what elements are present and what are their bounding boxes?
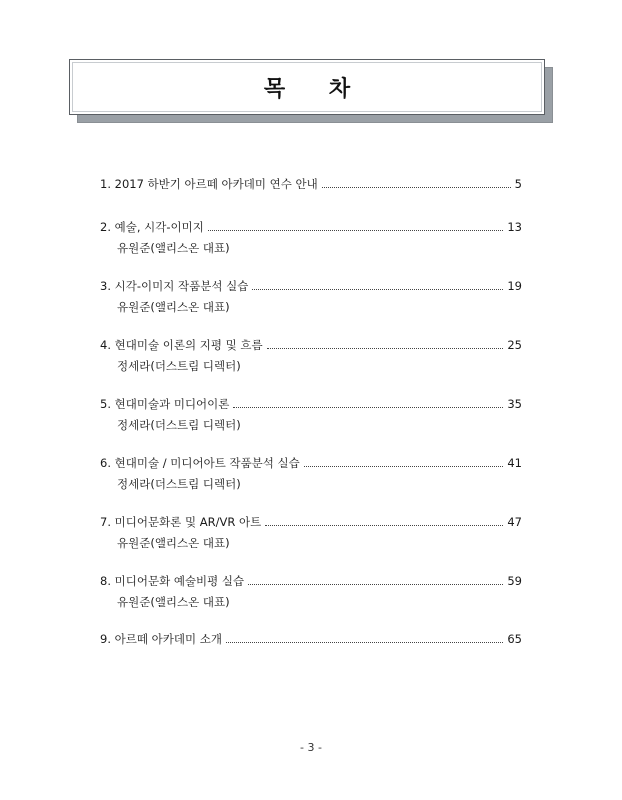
dot-leader: [265, 524, 503, 526]
toc-entry-line: [100, 396, 522, 412]
toc-entry-number: 3.: [100, 279, 111, 293]
toc-entry-title: 현대미술 / 미디어아트 작품분석 실습: [114, 456, 300, 470]
toc-entry-page: 59: [507, 574, 522, 588]
toc-entry-author: 정세라(더스트림 디렉터): [117, 477, 241, 491]
toc-entry-page: 47: [507, 515, 522, 529]
toc-entry-page: 35: [507, 397, 522, 411]
toc-entry-author: 유원준(앨리스온 대표): [117, 300, 230, 314]
toc-entry-author: 정세라(더스트림 디렉터): [117, 359, 241, 373]
toc-entry-number: 7.: [100, 515, 111, 529]
toc-entry-title: 아르떼 아카데미 소개: [114, 632, 222, 646]
page-number-footer: - 3 -: [300, 741, 322, 754]
toc-entry[interactable]: [100, 455, 522, 492]
toc-entry-title: 현대미술과 미디어이론: [114, 397, 230, 411]
toc-entry-title: 예술, 시각-이미지: [114, 220, 204, 234]
dot-leader: [322, 186, 511, 188]
toc-entry-title: 시각-이미지 작품분석 실습: [114, 279, 249, 293]
toc-entry[interactable]: [100, 514, 522, 551]
title-box-frame: [69, 59, 545, 115]
dot-leader: [233, 406, 503, 408]
dot-leader: [248, 583, 503, 585]
toc-entry[interactable]: [100, 631, 522, 647]
dot-leader: [267, 347, 504, 349]
toc-entry-title: 2017 하반기 아르떼 아카데미 연수 안내: [114, 177, 318, 191]
dot-leader: [304, 465, 504, 467]
toc-entry-line: [100, 219, 522, 235]
toc-entry-page: 5: [514, 177, 522, 191]
toc-entry-number: 6.: [100, 456, 111, 470]
toc-entry-title: 미디어문화론 및 AR/VR 아트: [114, 515, 262, 529]
toc-entry-line: [100, 573, 522, 589]
toc-entry-author: 정세라(더스트림 디렉터): [117, 418, 241, 432]
toc-entry-line: [100, 631, 522, 647]
toc-entry-page: 41: [507, 456, 522, 470]
toc-entry-number: 5.: [100, 397, 111, 411]
toc-entry-line: [100, 337, 522, 353]
page-title: 목 차: [263, 76, 369, 102]
dot-leader: [208, 229, 503, 231]
toc-entry-author: 유원준(앨리스온 대표): [117, 536, 230, 550]
toc-entry[interactable]: [100, 176, 522, 192]
toc-entry-author: 유원준(앨리스온 대표): [117, 241, 230, 255]
toc-entry-number: 2.: [100, 220, 111, 234]
toc-entry-page: 25: [507, 338, 522, 352]
toc-entry-number: 9.: [100, 632, 111, 646]
toc-entry-number: 4.: [100, 338, 111, 352]
toc-entry-line: [100, 514, 522, 530]
toc-title-box: [69, 59, 545, 115]
toc-entry-line: [100, 278, 522, 294]
toc-entry-page: 65: [507, 632, 522, 646]
toc-entry[interactable]: [100, 337, 522, 374]
toc-entry-line: [100, 455, 522, 471]
toc-entry-title: 현대미술 이론의 지평 및 흐름: [114, 338, 263, 352]
toc-entry-number: 1.: [100, 177, 111, 191]
toc-entry[interactable]: [100, 278, 522, 315]
dot-leader: [252, 288, 503, 290]
toc-entry-title: 미디어문화 예술비평 실습: [114, 574, 245, 588]
toc-entry-line: [100, 176, 522, 192]
toc-entry-number: 8.: [100, 574, 111, 588]
toc-entry[interactable]: [100, 573, 522, 610]
toc-entry-page: 19: [507, 279, 522, 293]
dot-leader: [226, 641, 503, 643]
toc-entry[interactable]: [100, 396, 522, 433]
toc-entry-page: 13: [507, 220, 522, 234]
toc-entry-author: 유원준(앨리스온 대표): [117, 595, 230, 609]
toc-entry[interactable]: [100, 219, 522, 256]
